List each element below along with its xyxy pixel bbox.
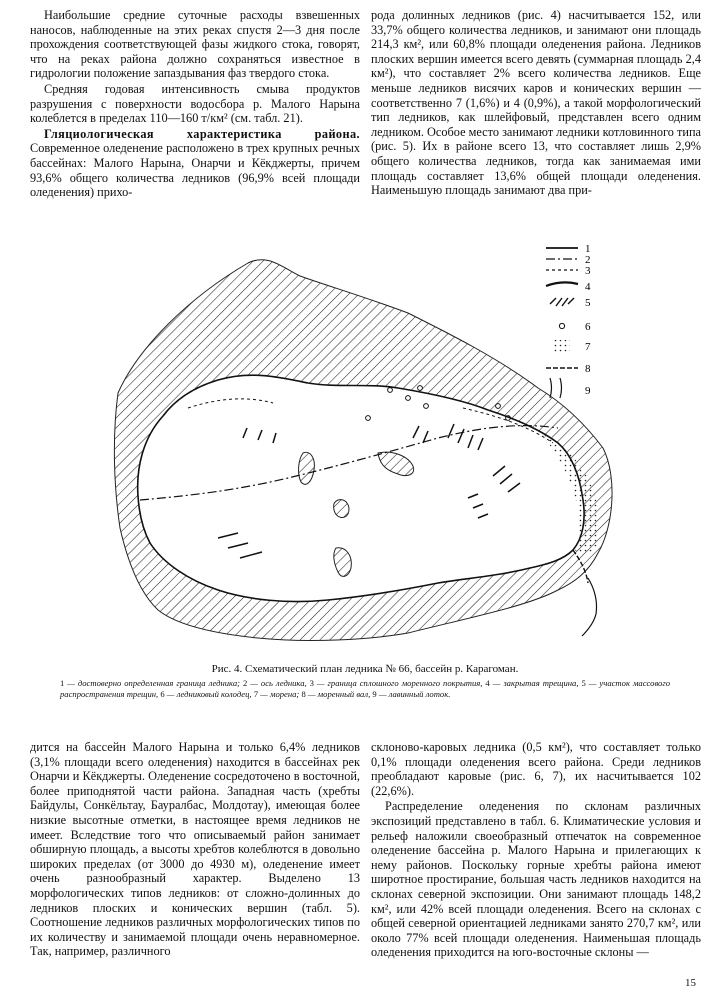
text-column-bottom-right (371, 740, 701, 960)
text-column-top-left (30, 8, 360, 200)
paragraph: склоново-каровых ледника (0,5 км²), что составляет только 0,1% площади оледенения всего района. Среди ледников преобладают каровые (рис. 6, 7), их насчитывается 102 (22,6%). (371, 740, 701, 798)
caption-legend: 1 — достоверно определенная граница ледника; 2 — ось ледника, 3 — граница сплошного моренного покрытия, 4 — закрытая трещина, 5 — участок массового распространения трещин, 6 — ледниковый колодец, 7 — морена; 8 — моренный вал, 9 — лавинный лоток. (60, 678, 671, 699)
legend-number: 3 (585, 265, 591, 277)
section-heading: Гляциологическая характеристика района. (44, 126, 360, 141)
paragraph: Наибольшие средние суточные расходы взвешенных наносов, наблюденные на этих реках спустя 2—3 дня после прохождения соответствующей фазы жидкого стока, говорят, что на реках района должно сохраняться известное в гидрологии положение запаздывания фаз твердого стока. (30, 8, 360, 81)
page-number: 15 (685, 977, 696, 989)
legend-number: 2 (585, 254, 591, 266)
legend-number: 6 (585, 321, 591, 333)
glacier-plan-figure (68, 238, 658, 658)
paragraph: Распределение оледенения по склонам различных экспозиций представлено в табл. 6. Климатические условия и рельеф наложили своеобразный отпечаток на современное оледенение бассейна р. Малого Нарына и прилегающих к нему районов. Поскольку горные хребты района имеют широтное простирание, большая часть ледников находится на склонах северной экспозиции. Они занимают площадь 148,2 км², или 42% всей площади оледенения. Всего на склонах с общей северной ориентацией ледниками занято 270,7 км², или около 77% всей площади оледенения. Наименьшая площадь оледенения приходится на юго-восточные склоны — (371, 799, 701, 960)
legend-number: 4 (585, 281, 591, 293)
paragraph: рода долинных ледников (рис. 4) насчитывается 152, или 33,7% общего количества ледников, и занимают они площадь 214,3 км², или 60,8% площади оледенения района. Ледников плоских вершин имеется всего девять (суммарная площадь 2,4 км²), что составляет 2% всего количества ледников. Еще меньше ледников висячих каров и конических вершин — соответственно 7 (1,6%) и 4 (0,9%), а такой морфологический тип ледников, как шлейфовый, представлен всего одним ледником. Особое место занимают ледники котловинного типа (рис. 5). Их в районе всего 13, что составляет лишь 2,9% общего количества ледников, тогда как занимаемая ими площадь составляет 13,6% общей площади оледенения. Наименьшую площадь занимают два при- (371, 8, 701, 198)
avalanche-chute (582, 578, 597, 636)
figure-legend (546, 243, 591, 398)
caption-title: Рис. 4. Схематический план ледника № 66, бассейн р. Карагоман. (211, 663, 519, 675)
legend-number: 7 (585, 341, 591, 353)
paragraph: дится на бассейн Малого Нарына и только 6,4% ледников (3,1% площади всего оледенения) находится в бассейнах рек Онарчи и Кёкджерты. Оледенение сосредоточено в восточной, более приподнятой части района. Западная часть (хребты Байдулы, Сонкёльтау, Бауралбас, Молдотау), имеющая более низкие высотные отметки, в настоящее время ледников не имеет. Вследствие того что описываемый район занимает обширную площадь, а высоты хребтов колеблются в довольно широких пределах (от 3000 до 4930 м), оледенение имеет очень разнообразный характер. Выделено 13 морфологических типов ледников: от сложно-долинных до ледников плоских и конических вершин (табл. 5). Соотношение ледников различных морфологических типов по их количеству и занимаемой площади очень неравномерное. Так, например, различного (30, 740, 360, 959)
text-column-bottom-left (30, 740, 360, 959)
paragraph: Средняя годовая интенсивность смыва продуктов разрушения с поверхности водосбора р. Малого Нарына колеблется в пределах 110—160 т/км² (см. табл. 21). (30, 81, 360, 126)
legend-number: 1 (585, 243, 591, 255)
legend-number: 8 (585, 363, 591, 375)
paragraph-body: Современное оледенение расположено в трех крупных речных бассейнах: Малого Нарына, Онарчи и Кёкджерты, причем 93,6% общего количества ледников (96,9% всей площади оледенения) прихо- (30, 141, 360, 200)
legend-number: 5 (585, 297, 591, 309)
glacier-plan-drawing (68, 238, 658, 658)
paragraph (30, 127, 360, 200)
figure-caption (60, 663, 670, 699)
rock-outcrop (334, 500, 349, 518)
text-column-top-right (371, 8, 701, 198)
legend-number: 9 (585, 385, 591, 397)
